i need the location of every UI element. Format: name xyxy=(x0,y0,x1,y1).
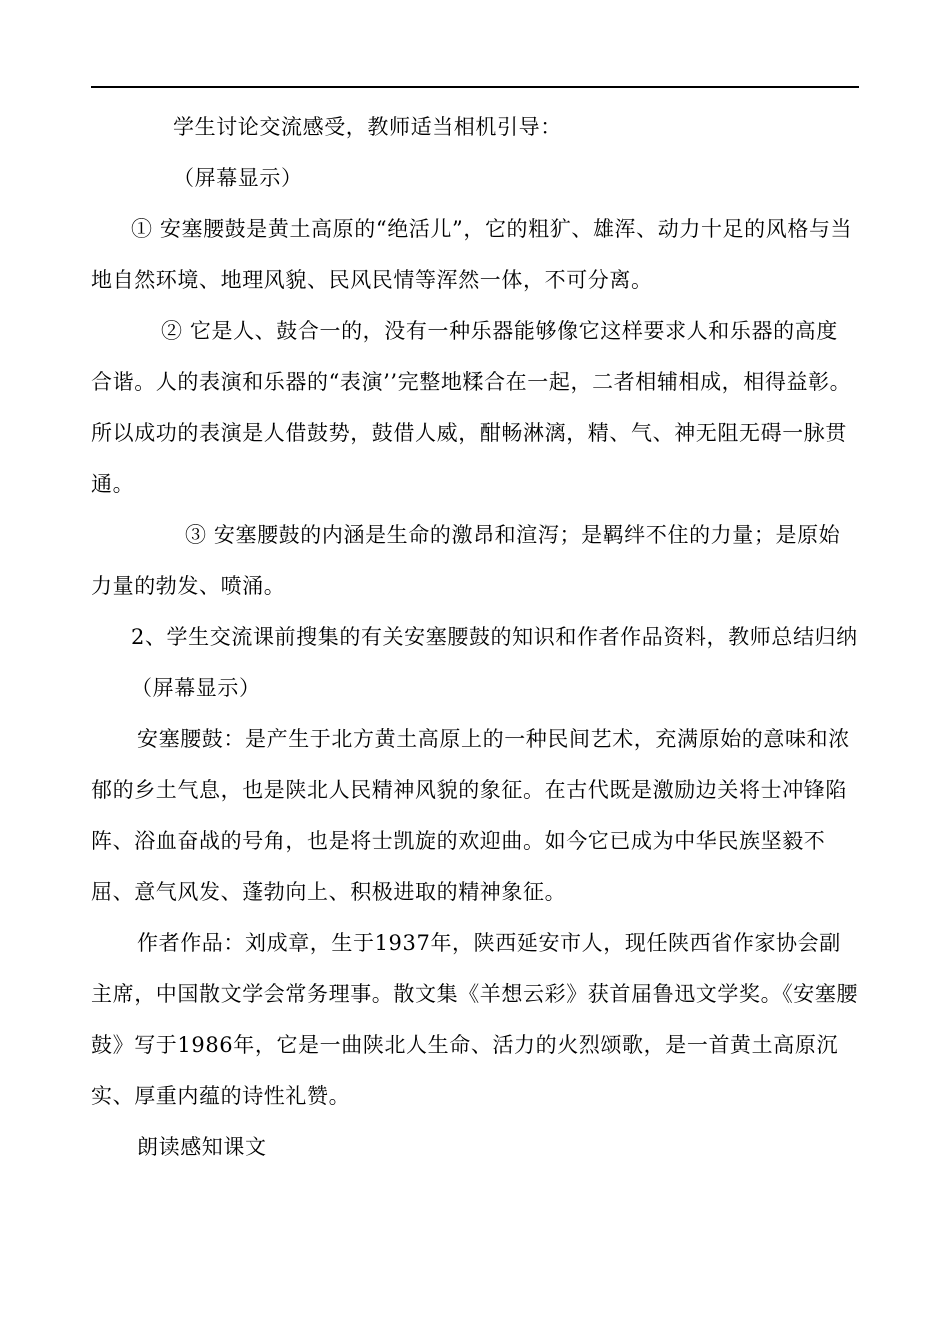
header-rule xyxy=(91,86,859,88)
paragraph-point-2: ② 它是人、鼓合一的，没有一种乐器能够像它这样要求人和乐器的高度合谐。人的表演和乐器的“表演’’完整地糅合在一起，二者相辅相成，相得益彰。所以成功的表演是人借鼓势，鼓借人威，酣畅淋漓，精、气、神无阻无碍一脉贯通。 xyxy=(91,319,852,496)
document-body xyxy=(91,102,859,1173)
paragraph-read-aloud-heading: 朗读感知课文 xyxy=(137,1135,267,1159)
paragraph-ansai-drum-description: 安塞腰鼓：是产生于北方黄土高原上的一种民间艺术，充满原始的意味和浓郁的乡土气息，也是陕北人民精神风貌的象征。在古代既是激励边关将士冲锋陷阵、浴血奋战的号角，也是将士凯旋的欢迎曲。如今它已成为中华民族坚毅不屈、意气风发、蓬勃向上、积极进取的精神象征。 xyxy=(91,727,850,904)
paragraph-screen-display-label-2: （屏幕显示） xyxy=(131,676,261,700)
paragraph-screen-display-label: （屏幕显示） xyxy=(173,166,303,190)
paragraph-point-1: ① 安塞腰鼓是黄土高原的“绝活儿”，它的粗犷、雄浑、动力十足的风格与当地自然环境、地理风貌、民风民情等浑然一体，不可分离。 xyxy=(91,217,853,292)
paragraph-author-works: 作者作品：刘成章，生于1937年，陕西延安市人，现任陕西省作家协会副主席，中国散文学会常务理事。散文集《羊想云彩》获首届鲁迅文学奖。《安塞腰鼓》写于1986年，它是一曲陕北人生命、活力的火烈颂歌，是一首黄土高原沉实、厚重内蕴的诗性礼赞。 xyxy=(91,931,859,1108)
paragraph-discussion-intro: 学生讨论交流感受，教师适当相机引导： xyxy=(173,115,562,139)
paragraph-step-2: 2、学生交流课前搜集的有关安塞腰鼓的知识和作者作品资料，教师总结归纳 xyxy=(131,625,858,649)
paragraph-point-3: ③ 安塞腰鼓的内涵是生命的激昂和渲泻；是羁绊不住的力量；是原始力量的勃发、喷涌。 xyxy=(91,523,841,598)
